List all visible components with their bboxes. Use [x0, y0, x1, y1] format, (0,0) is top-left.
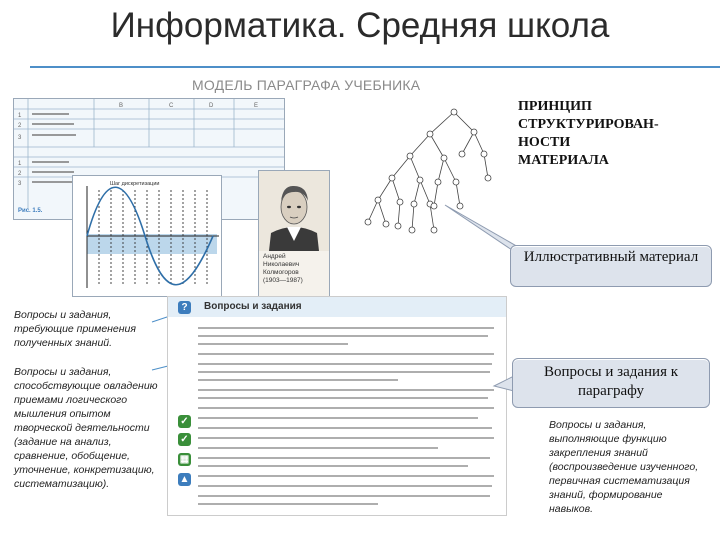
text-line [198, 397, 488, 399]
text-line [198, 407, 494, 409]
principle-heading [518, 98, 659, 170]
svg-text:B: B [119, 103, 124, 109]
portrait-caption [263, 253, 303, 285]
table-figure-label: Рис. 1.5. [18, 208, 43, 214]
text-line [198, 475, 494, 477]
check-icon: ✓ [178, 433, 191, 446]
text-line [198, 495, 490, 497]
text-line [198, 353, 494, 355]
title-divider [30, 66, 720, 68]
principle-line: МАТЕРИАЛА [518, 153, 609, 168]
text-line [198, 503, 378, 505]
note-practical: Вопросы и задания, требующие применения полученных знаний. [14, 309, 137, 349]
slide-subtitle: МОДЕЛЬ ПАРАГРАФА УЧЕБНИКА [192, 77, 421, 93]
principle-line: НОСТИ [518, 135, 571, 150]
svg-text:3: 3 [18, 135, 22, 141]
portrait-illustration [258, 170, 330, 297]
text-line [198, 343, 348, 345]
sine-drawing [73, 176, 221, 296]
text-line [198, 389, 494, 391]
text-line [198, 379, 398, 381]
svg-text:D: D [209, 103, 214, 109]
text-line [198, 457, 490, 459]
portrait-caption-line: Николаевич [263, 261, 300, 268]
text-line [198, 427, 492, 429]
svg-text:2: 2 [18, 171, 22, 177]
svg-text:3: 3 [18, 181, 22, 187]
text-line [198, 363, 492, 365]
questions-heading: Вопросы и задания [204, 301, 302, 312]
svg-text:2: 2 [18, 123, 22, 129]
sine-caption: Шаг дискретизации [110, 181, 160, 187]
portrait-caption-line: Андрей [263, 253, 286, 260]
principle-line: ПРИНЦИП [518, 99, 592, 114]
svg-text:1: 1 [18, 161, 22, 167]
text-line [198, 485, 492, 487]
check-icon: ✓ [178, 415, 191, 428]
text-line [198, 371, 490, 373]
text-line [198, 335, 488, 337]
text-line [198, 417, 478, 419]
principle-line: СТРУКТУРИРОВАН- [518, 117, 659, 132]
question-icon: ? [178, 301, 191, 314]
portrait-caption-line: Колмогоров [263, 269, 299, 276]
grid-icon: ▦ [179, 454, 190, 465]
questions-illustration [167, 296, 507, 516]
svg-text:1: 1 [18, 113, 22, 119]
text-line [198, 327, 494, 329]
triangle-icon: ▲ [179, 474, 190, 485]
portrait-drawing [259, 171, 329, 251]
text-line [198, 465, 468, 467]
callout-illustrative: Иллюстративный материал [510, 245, 712, 287]
callout-questions: Вопросы и задания к параграфу [512, 358, 710, 408]
text-line [198, 437, 494, 439]
sine-illustration [72, 175, 222, 297]
note-creative: Вопросы и задания, способствующие овладению приемами логического мышления опытом творческой деятельности (задание на анализ, сравнение, обобщение, уточнение, конкретизацию, систематизацию). [14, 366, 158, 490]
text-line [198, 447, 438, 449]
svg-text:C: C [169, 103, 174, 109]
svg-text:E: E [254, 103, 259, 109]
page-title: Информатика. Средняя школа [110, 6, 610, 45]
note-reproductive: Вопросы и задания, выполняющие функцию закрепления знаний (воспроизведение изученного, первичная систематизация знаний, формирование навыков. [549, 419, 699, 515]
portrait-caption-line: (1903—1987) [263, 277, 303, 284]
